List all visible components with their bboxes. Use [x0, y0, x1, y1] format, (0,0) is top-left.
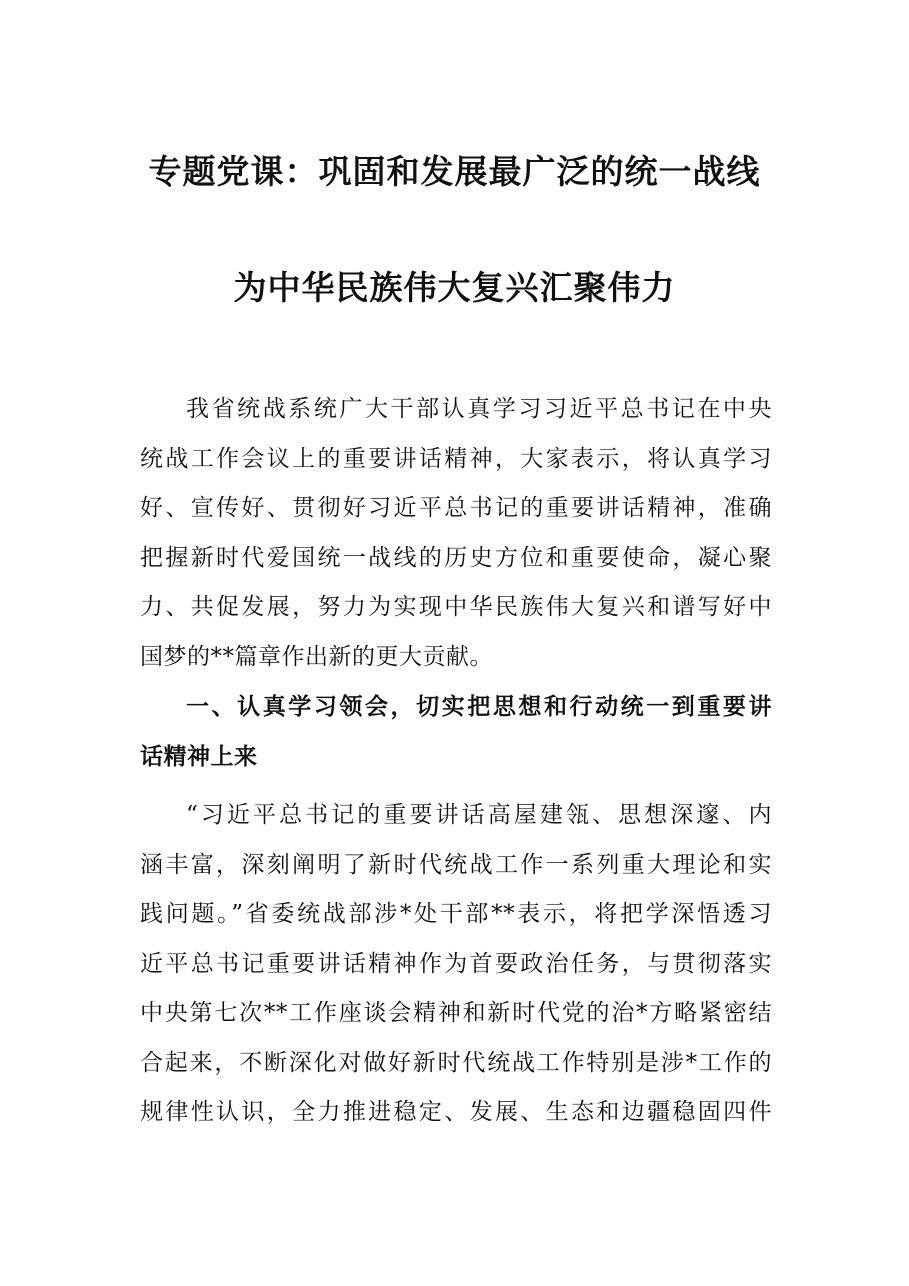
paragraph-2-line: “习近平总书记的重要讲话高屋建瓴、思想深邃、内 — [186, 802, 772, 828]
section-heading-line: 话精神上来 — [140, 743, 258, 770]
paragraph-1-line: 国梦的**篇章作出新的更大贡献。 — [140, 643, 493, 670]
paragraph-1-line: 我省统战系统广大干部认真学习习近平总书记在中央 — [186, 396, 772, 422]
paragraph-2-line: 践问题。”省委统战部涉*处干部**表示，将把学深悟透习 — [140, 901, 772, 927]
paragraph-1-line: 统战工作会议上的重要讲话精神，大家表示，将认真学习 — [140, 445, 772, 472]
section-heading-line: 一、认真学习领会，切实把思想和行动统一到重要讲 — [186, 694, 772, 720]
paragraph-2-line: 涵丰富，深刻阐明了新时代统战工作一系列重大理论和实 — [140, 851, 772, 878]
section-heading-1 — [140, 683, 772, 782]
paragraph-1 — [140, 385, 772, 682]
paragraph-1-line: 把握新时代爱国统一战线的历史方位和重要使命，凝心聚 — [140, 544, 772, 571]
paragraph-2-line: 中央第七次**工作座谈会精神和新时代党的治*方略紧密结 — [140, 1000, 772, 1026]
document-title-line-1: 专题党课：巩固和发展最广泛的统一战线 — [148, 152, 761, 191]
paragraph-1-line: 力、共促发展，努力为实现中华民族伟大复兴和谱写好中 — [140, 594, 772, 620]
paragraph-2-line: 近平总书记重要讲话精神作为首要政治任务，与贯彻落实 — [140, 950, 772, 977]
document-title-line-2: 为中华民族伟大复兴汇聚伟力 — [233, 268, 676, 307]
paragraph-2-line: 规律性认识，全力推进稳定、发展、生态和边疆稳固四件 — [140, 1099, 772, 1125]
paragraph-2 — [140, 791, 772, 1138]
paragraph-1-line: 好、宣传好、贯彻好习近平总书记的重要讲话精神，准确 — [140, 495, 772, 521]
paragraph-2-line: 合起来，不断深化对做好新时代统战工作特别是涉*工作的 — [140, 1049, 772, 1076]
